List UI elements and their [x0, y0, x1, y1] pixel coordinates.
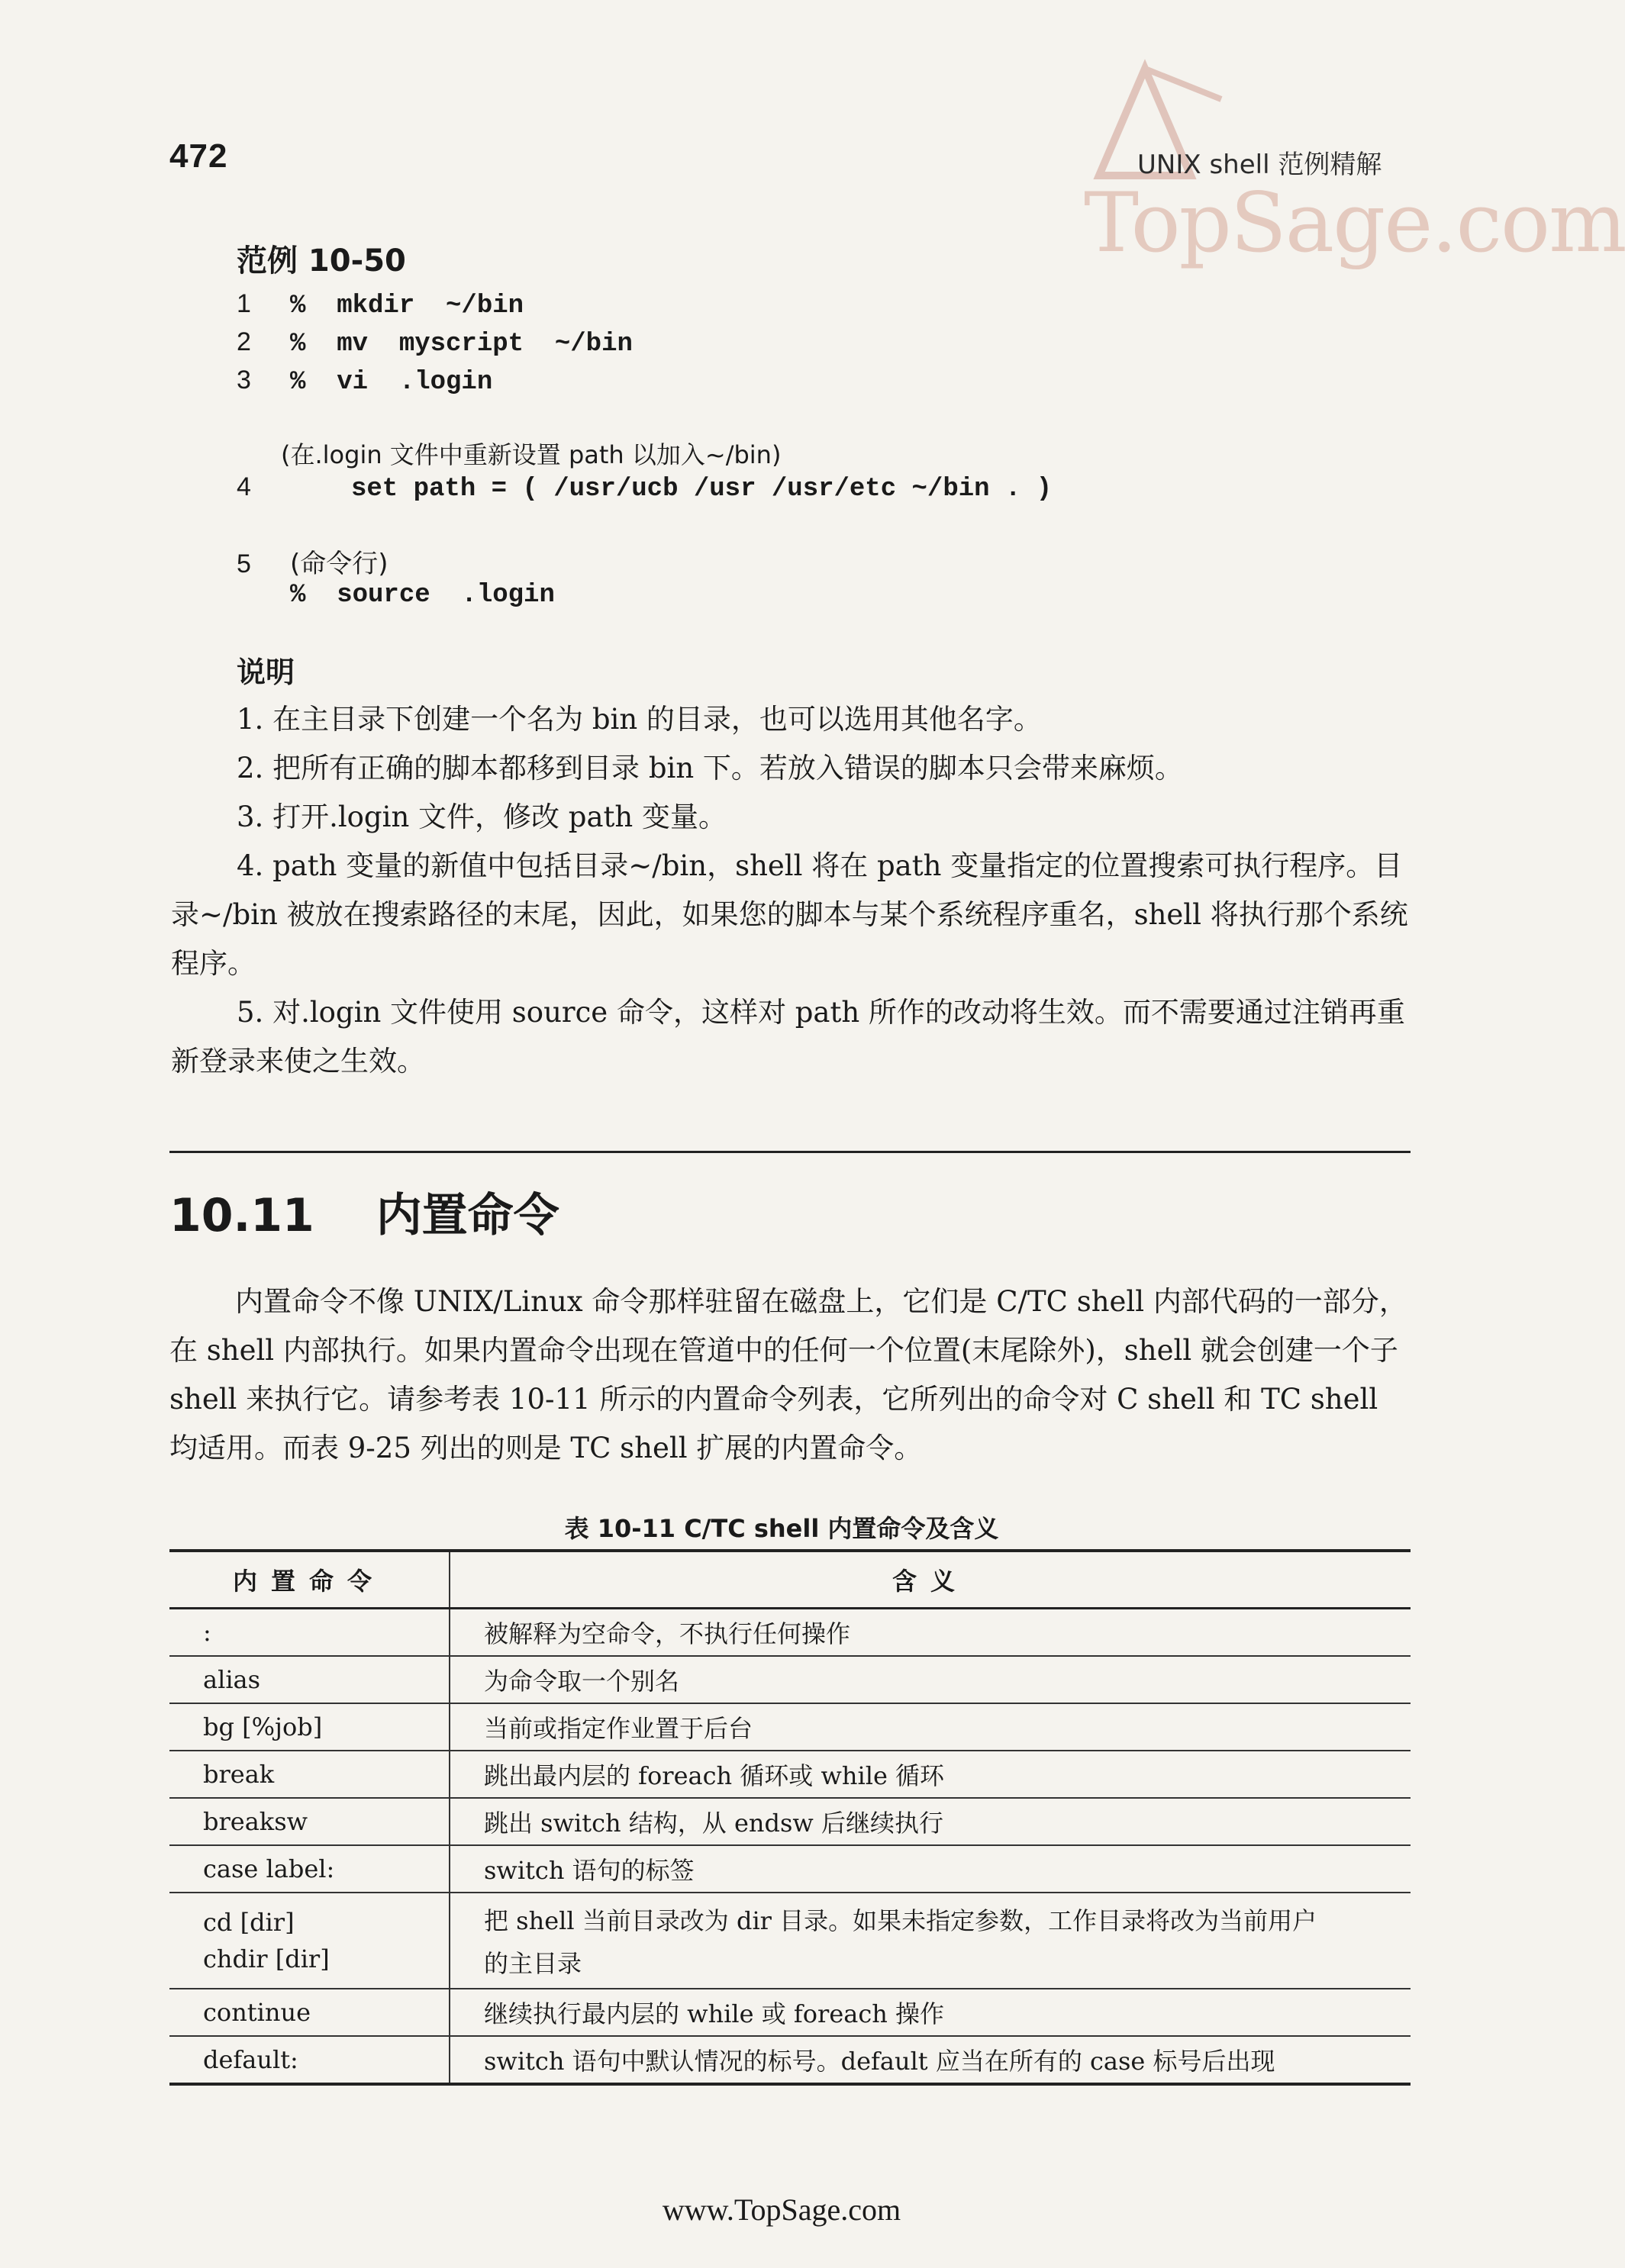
- line-number: 4: [237, 472, 251, 501]
- description-cell: 跳出最内层的 foreach 循环或 while 循环: [450, 1751, 1411, 1798]
- example-block: [237, 237, 1427, 619]
- section-title: 内置命令: [376, 1189, 559, 1242]
- command-text: chdir [dir]: [203, 1944, 330, 1973]
- column-header: 含义: [450, 1551, 1411, 1609]
- table-row: [169, 1845, 1411, 1893]
- line-number: 2: [237, 327, 251, 356]
- description-cell: 继续执行最内层的 while 或 foreach 操作: [450, 1989, 1411, 2036]
- table-row: [169, 1609, 1411, 1657]
- description-cell: switch 语句中默认情况的标号。default 应当在所有的 case 标号后出现: [450, 2036, 1411, 2084]
- command-cell: :: [169, 1609, 450, 1657]
- command-cell: [169, 1893, 450, 1989]
- explanation-item: 1. 在主目录下创建一个名为 bin 的目录，也可以选用其他名字。: [237, 703, 1042, 736]
- description-cell: 跳出 switch 结构，从 endsw 后继续执行: [450, 1798, 1411, 1845]
- table-row: [169, 1893, 1411, 1989]
- description-cell: 当前或指定作业置于后台: [450, 1703, 1411, 1751]
- running-head: UNIX shell 范例精解: [1137, 150, 1382, 180]
- code-line: [237, 472, 1427, 511]
- explanation-item: 4. path 变量的新值中包括目录~/bin，shell 将在 path 变量指定的位置搜索可执行程序。目录~/bin 被放在搜索路径的末尾，因此，如果您的脚本与某个系统程序重名，shell 将执行那个系统程序。: [171, 849, 1408, 980]
- example-title: 范例 10-50: [237, 243, 406, 279]
- explanation-item: 2. 把所有正确的脚本都移到目录 bin 下。若放入错误的脚本只会带来麻烦。: [237, 752, 1183, 784]
- table-row: [169, 1703, 1411, 1751]
- table-caption: 表 10-11 C/TC shell 内置命令及含义: [564, 1514, 999, 1543]
- line-number: 1: [237, 289, 251, 318]
- code-text: % mv myscript ~/bin: [290, 330, 633, 359]
- explanation-block: [171, 649, 1412, 1086]
- section-intro: [169, 1277, 1411, 1473]
- command-cell: case label:: [169, 1845, 450, 1893]
- command-cell: breaksw: [169, 1798, 450, 1845]
- description-cell: 为命令取一个别名: [450, 1656, 1411, 1703]
- code-comment: (在.login 文件中重新设置 path 以加入~/bin): [281, 440, 782, 469]
- explanation-item: 3. 打开.login 文件，修改 path 变量。: [237, 801, 727, 833]
- code-line: [237, 327, 1427, 366]
- description-cell: 被解释为空命令，不执行任何操作: [450, 1609, 1411, 1657]
- description-cell: switch 语句的标签: [450, 1845, 1411, 1893]
- explanation-heading: 说明: [237, 656, 295, 689]
- command-cell: bg [%job]: [169, 1703, 450, 1751]
- table-row: [169, 1989, 1411, 2036]
- section-heading: [169, 1179, 559, 1245]
- command-cell: default:: [169, 2036, 450, 2084]
- line-number: 5: [237, 549, 251, 578]
- code-text: % source .login: [290, 581, 555, 610]
- table-row: [169, 1751, 1411, 1798]
- code-text: % vi .login: [290, 368, 493, 397]
- watermark-text: TopSage.com: [1084, 176, 1625, 271]
- code-label: (命令行): [290, 549, 389, 579]
- code-line: [237, 581, 1427, 619]
- explanation-item: 5. 对.login 文件使用 source 命令，这样对 path 所作的改动将生效。而不需要通过注销再重新登录来使之生效。: [171, 996, 1405, 1078]
- description-text: 的主目录: [484, 1949, 582, 1978]
- command-cell: alias: [169, 1656, 450, 1703]
- table-row: [169, 1798, 1411, 1845]
- command-text: cd [dir]: [203, 1908, 295, 1937]
- table-header-row: [169, 1551, 1411, 1609]
- line-number: 3: [237, 366, 251, 395]
- code-line: [237, 366, 1427, 404]
- code-line: [237, 289, 1427, 327]
- builtin-commands-table: [169, 1549, 1411, 2086]
- description-cell: [450, 1893, 1411, 1989]
- command-cell: break: [169, 1751, 450, 1798]
- intro-paragraph: 内置命令不像 UNIX/Linux 命令那样驻留在磁盘上，它们是 C/TC shell 内部代码的一部分，在 shell 内部执行。如果内置命令出现在管道中的任何一个位置(末尾除外)，shell 就会创建一个子 shell 来执行它。请参考表 10-11 所示的内置命令列表，它所列出的命令对 C shell 和 TC shell 均适用。而表 9-25 列出的则是 TC shell 扩展的内置命令。: [169, 1285, 1407, 1464]
- table-row: [169, 1656, 1411, 1703]
- footer-url: www.TopSage.com: [662, 2192, 901, 2227]
- section-number: 10.11: [169, 1189, 314, 1242]
- section-rule: [169, 1151, 1411, 1153]
- page-number: 472: [169, 137, 228, 175]
- code-line: [237, 543, 1427, 581]
- command-cell: continue: [169, 1989, 450, 2036]
- code-text: % mkdir ~/bin: [290, 292, 524, 321]
- code-text: set path = ( /usr/ucb /usr /usr/etc ~/bin . ): [351, 475, 1053, 504]
- table-row: [169, 2036, 1411, 2084]
- column-header: 内置命令: [169, 1551, 450, 1609]
- description-text: 把 shell 当前目录改为 dir 目录。如果未指定参数，工作目录将改为当前用户: [484, 1906, 1317, 1935]
